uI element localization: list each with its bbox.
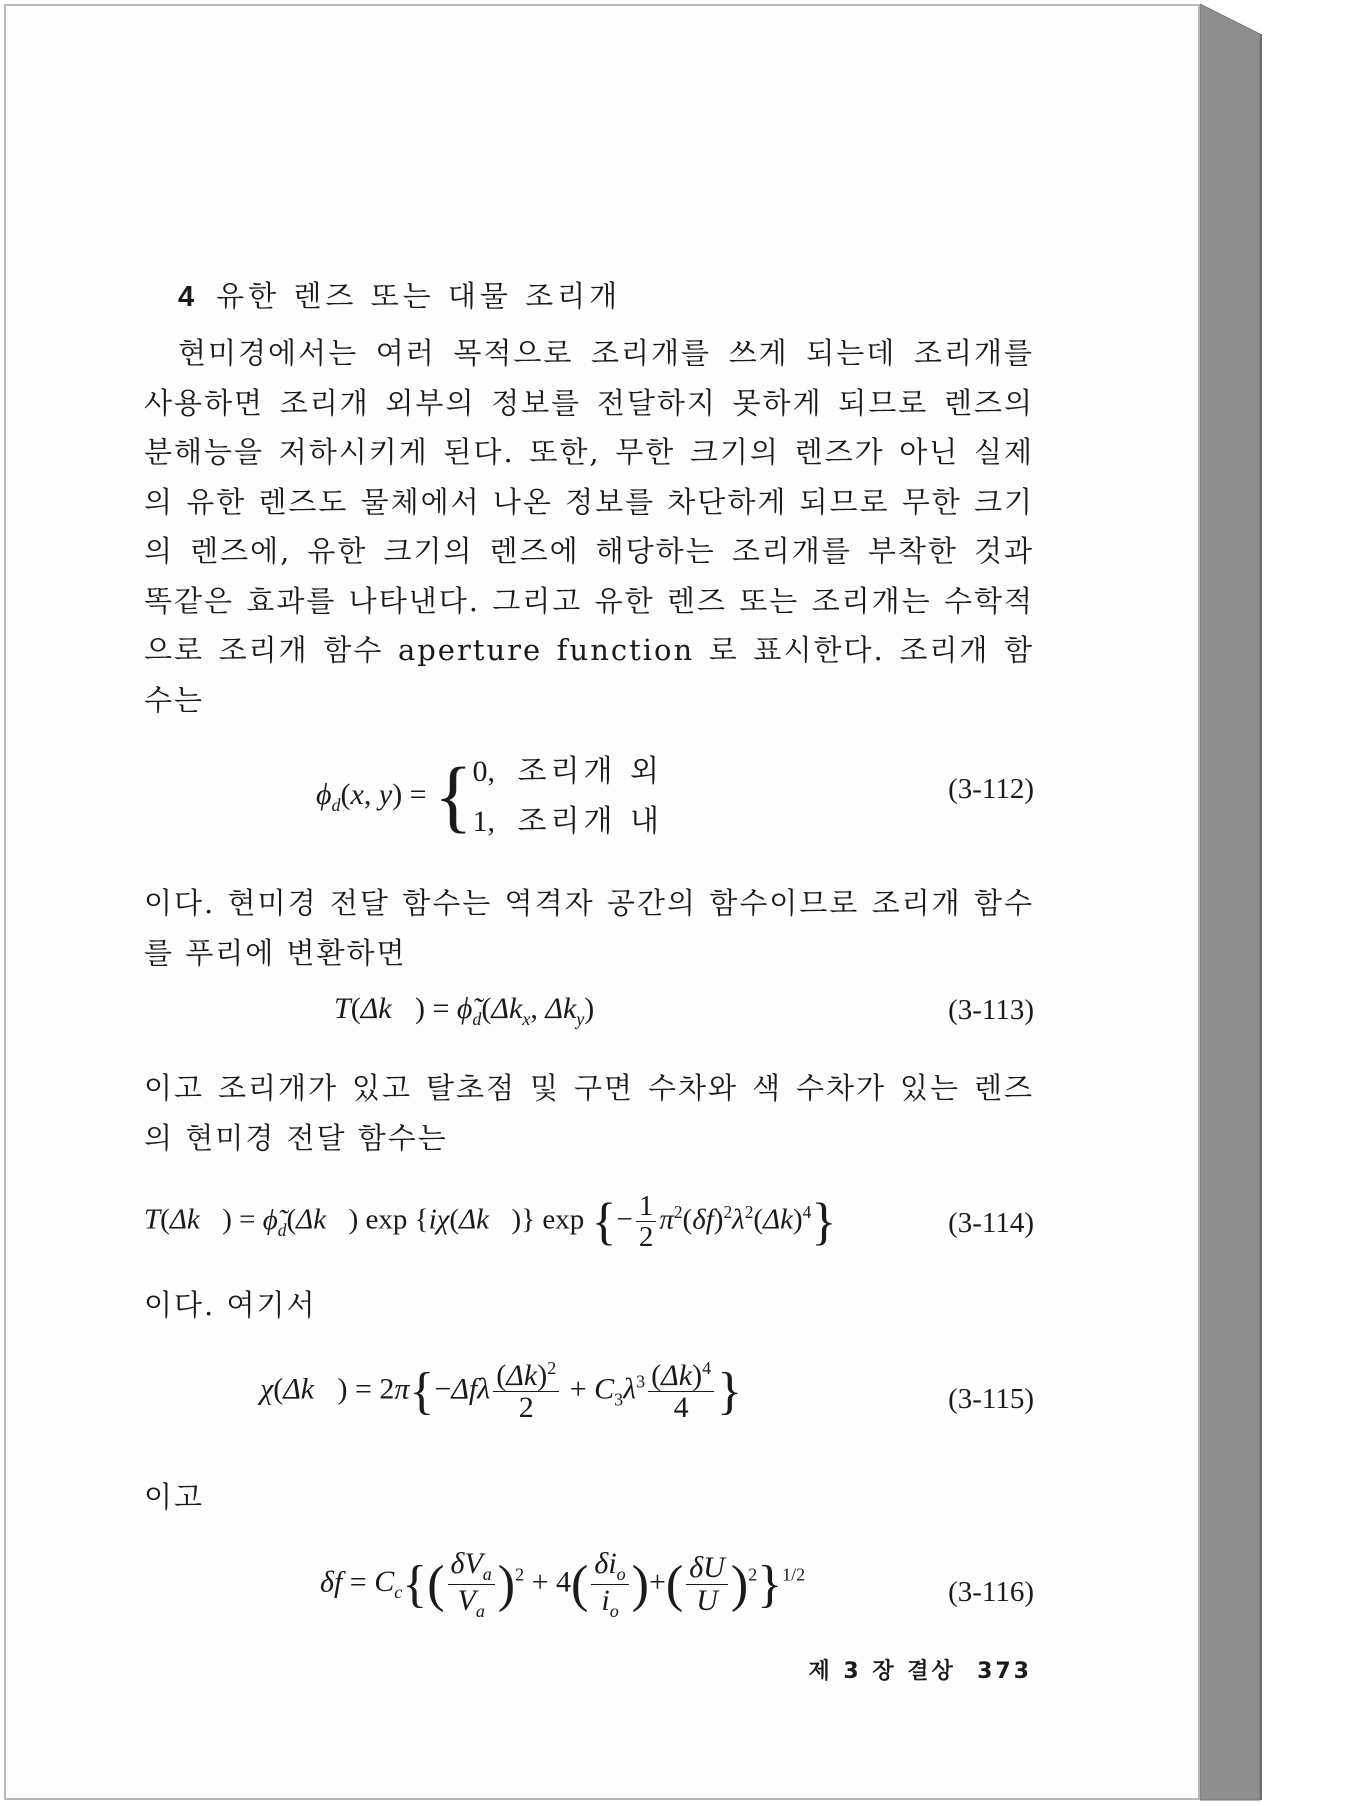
paragraph-where: 이다. 여기서 bbox=[144, 1288, 317, 1322]
case-inside: 조리개 내 bbox=[517, 804, 663, 839]
equation-label: (3-114) bbox=[948, 1207, 1034, 1239]
chapter-label: 제 3 장 결상 bbox=[808, 1659, 956, 1684]
paragraph-after-112: 이다. 현미경 전달 함수는 역격자 공간의 함수이므로 조리개 함수를 푸리에 변환하면 bbox=[144, 886, 1034, 970]
equation-3-113: T(Δk⃗) = $\phĩ_d(\Delta k_x$, $\Delta k_y$) (3-113) bbox=[334, 992, 1034, 1029]
equation-label: (3-115) bbox=[948, 1382, 1034, 1415]
equation-3-115: χ(Δk⃗) = 2π{−Δfλ $\frac{(\Delta k)^2}{2}$ + $C_3\lambda^3$ $\frac{(\Delta k)^4}{4}$ } (3-115) bbox=[260, 1357, 1034, 1424]
section-number: 4 bbox=[178, 281, 199, 313]
section-title: 유한 렌즈 또는 대물 조리개 bbox=[216, 279, 622, 313]
paragraph-after-113: 이고 조리개가 있고 탈초점 및 구면 수차와 색 수차가 있는 렌즈의 현미경 전달 함수는 bbox=[144, 1071, 1034, 1155]
equation-3-112: $\phi_d(x$, y) = { 0, 조리개 외 1, 조리개 내 (3-112) bbox=[316, 752, 1034, 841]
section-heading bbox=[178, 274, 1034, 315]
equation-label: (3-113) bbox=[948, 994, 1034, 1026]
equation-label: (3-116) bbox=[948, 1576, 1034, 1608]
page-footer bbox=[808, 1654, 1032, 1685]
equation-3-114: T(Δk⃗) = $\phĩ_d(\Delta k⃗)$ exp {iχ(Δk⃗)} exp {− $\frac{1}{2}$ $\pi^2(\delta f)^2\lambda^2(\Delta k)^4$} (3-114) bbox=[144, 1190, 1034, 1254]
book-page bbox=[4, 4, 1200, 1800]
paragraph-intro: 현미경에서는 여러 목적으로 조리개를 쓰게 되는데 조리개를 사용하면 조리개 외부의 정보를 전달하지 못하게 되므로 렌즈의 분해능을 저하시키게 된다. 또한, 무한 크기의 렌즈가 아닌 실제의 유한 렌즈도 물체에서 나온 정보를 차단하게 되므로 무한 크기의 렌즈에, 유한 크기의 렌즈에 해당하는 조리개를 부착한 것과 똑같은 효과를 나타낸다. 그리고 유한 렌즈 또는 조리개는 수학적으로 조리개 함수 aperture function 로 표시한다. 조리개 함수는 bbox=[144, 336, 1034, 717]
page-content bbox=[144, 274, 1034, 1660]
paragraph-and: 이고 bbox=[144, 1479, 205, 1514]
case-outside: 조리개 외 bbox=[517, 754, 663, 789]
page-number: 373 bbox=[977, 1659, 1032, 1684]
equation-3-116: $\delta f = C_c${( $\frac{\delta V_a}{V_a}$ )$^2$ + 4( $\frac{\delta i_o}{i_o}$ )+( $\frac{\delta U}{U}$ )$^2$}$^{1/2}$ (3-116) bbox=[320, 1547, 1034, 1621]
equation-label: (3-112) bbox=[948, 773, 1034, 805]
